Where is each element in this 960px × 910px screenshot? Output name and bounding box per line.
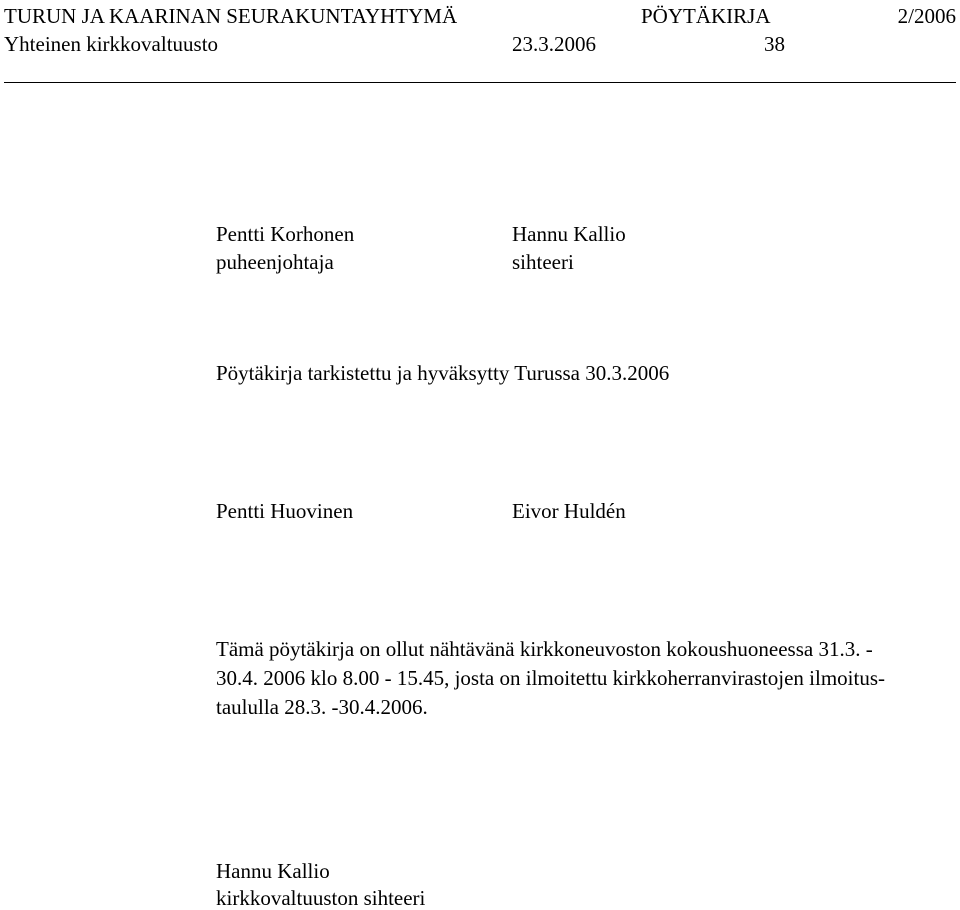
organization-name: TURUN JA KAARINAN SEURAKUNTAYHTYMÄ: [4, 4, 458, 28]
document-number: 2/2006: [897, 4, 956, 28]
secretary-name: Hannu Kallio: [512, 222, 626, 246]
verification-statement: Pöytäkirja tarkistettu ja hyväksytty Turussa 30.3.2006: [216, 361, 670, 385]
chair-name: Pentti Korhonen: [216, 222, 355, 246]
secretary-role: sihteeri: [512, 250, 574, 274]
notice-line: taululla 28.3. -30.4.2006.: [216, 695, 428, 719]
document-type: PÖYTÄKIRJA: [641, 4, 771, 28]
public-notice-paragraph: [216, 637, 956, 724]
meeting-date: 23.3.2006: [512, 32, 596, 56]
body-name: Yhteinen kirkkovaltuusto: [4, 32, 219, 56]
header-rule: [4, 82, 956, 83]
chair-role: puheenjohtaja: [216, 250, 334, 274]
notice-line: Tämä pöytäkirja on ollut nähtävänä kirkkoneuvoston kokoushuoneessa 31.3. -: [216, 637, 873, 661]
notice-line: 30.4. 2006 klo 8.00 - 15.45, josta on ilmoitettu kirkkoherranvirastojen ilmoitus-: [216, 666, 886, 690]
footer-signer-name: Hannu Kallio: [216, 859, 330, 883]
footer-signer-role: kirkkovaltuuston sihteeri: [216, 886, 426, 910]
verifier-1-name: Pentti Huovinen: [216, 499, 354, 523]
verifier-2-name: Eivor Huldén: [512, 499, 626, 523]
page-number: 38: [764, 32, 785, 56]
